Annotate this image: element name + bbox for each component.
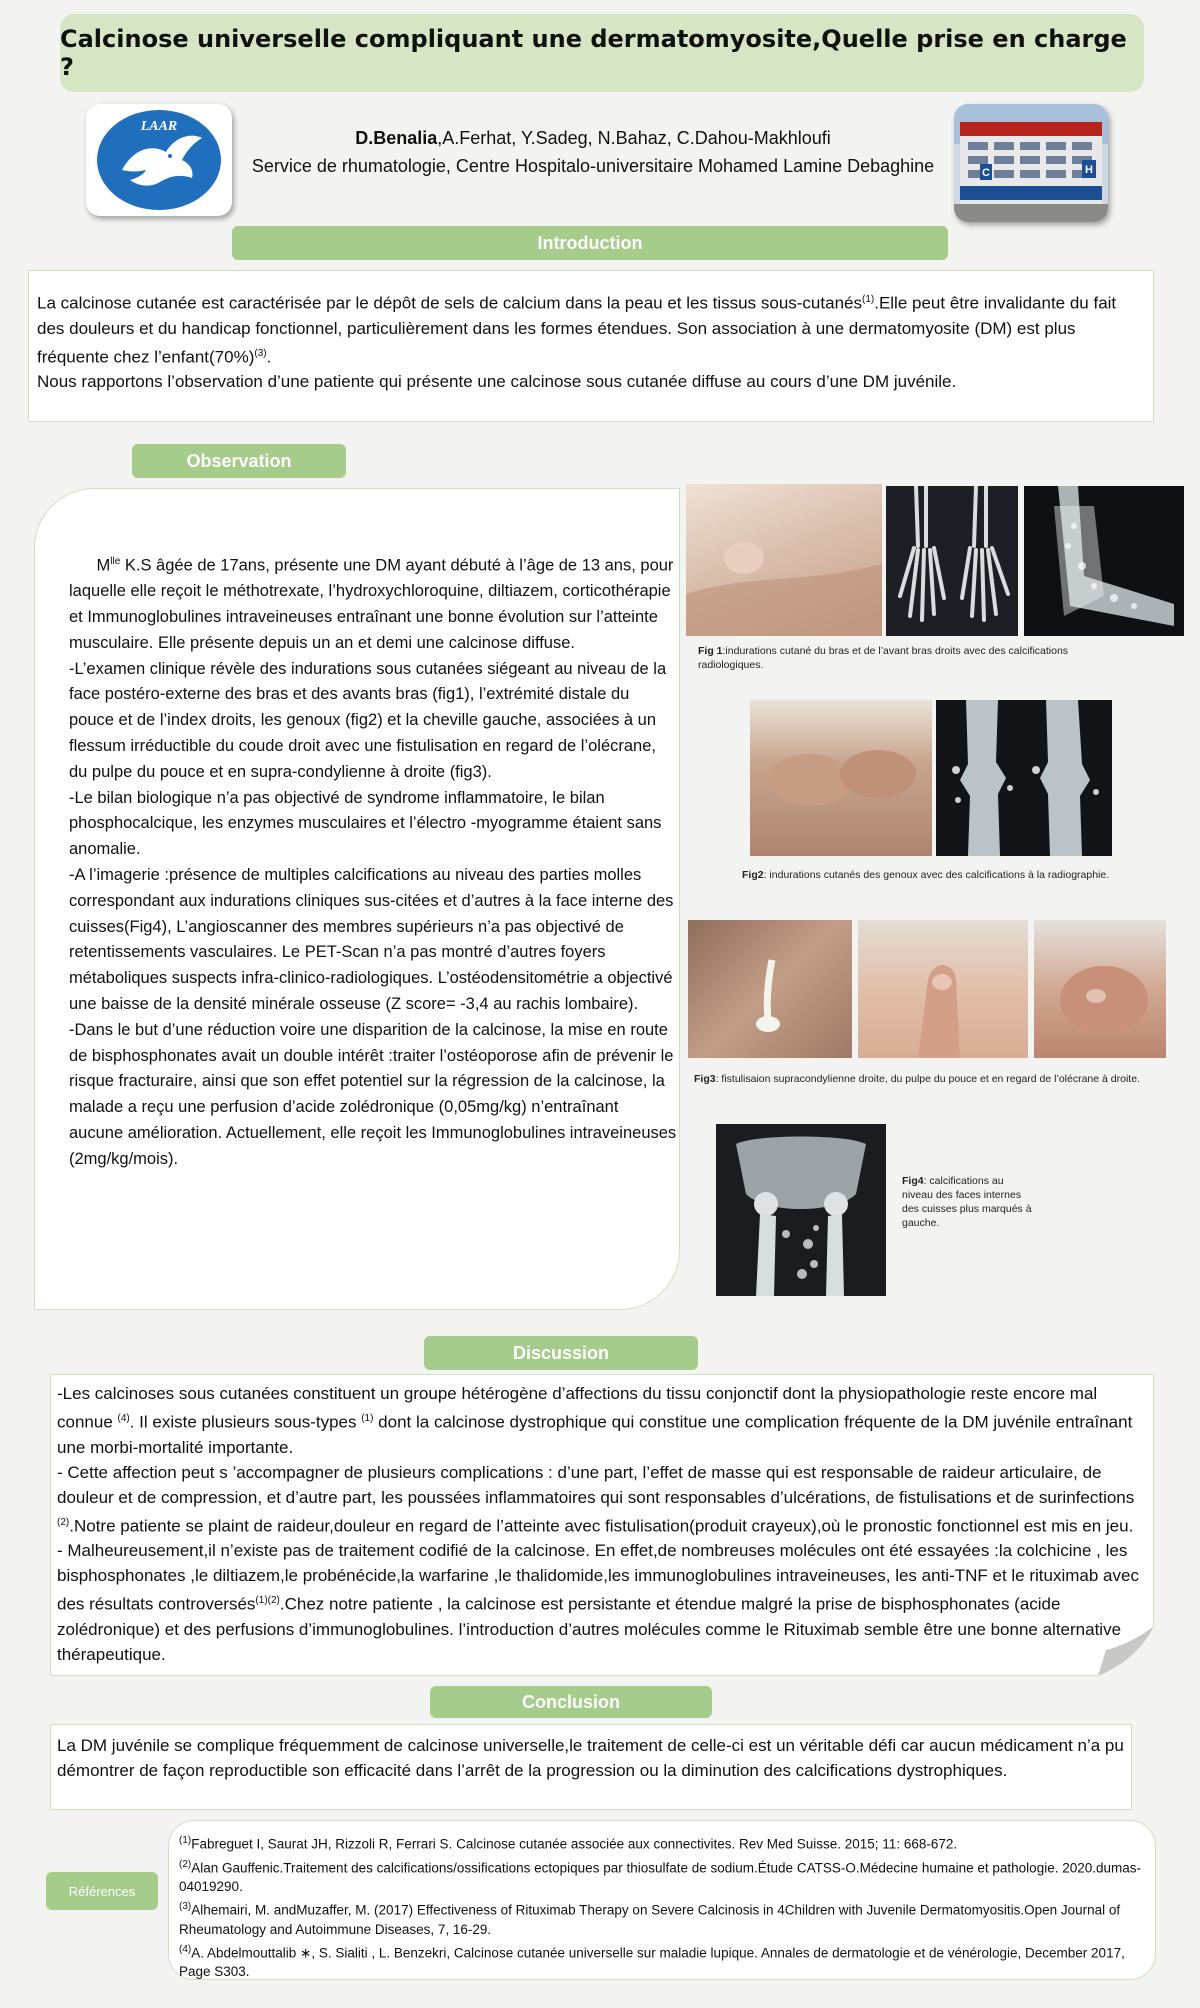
observation-paragraph-3: -Le bilan biologique n’a pas objectivé de syndrome inflammatoire, le bilan phosphocalcique, les enzymes musculaires et l’électro -myogramme étaient sans anomalie. xyxy=(69,788,662,859)
introduction-box xyxy=(28,270,1154,422)
dove-logo-icon xyxy=(94,108,224,212)
discussion-paragraph-1: -Les calcinoses sous cutanées constituent un groupe hétérogène d’affections du tissu conjonctif dont la physiopathologie reste encore mal connue $^{(4)}$. Il existe plusieurs sous-types $^{(1)}$ dont la calcinose dystrophique qui constitue une complication fréquente de la DM juvénile entraînant une morbi-mortalité importante. xyxy=(57,1384,1133,1457)
authors-line xyxy=(236,124,950,152)
poster-title-text: Calcinose universelle compliquant une dermatomyosite,Quelle prise en charge ? xyxy=(60,25,1127,81)
page-curl-icon xyxy=(1098,1626,1154,1676)
introduction-paragraph-1: La calcinose cutanée est caractérisée par le dépôt de sels de calcium dans la peau et les tissus sous-cutanés$^{(1)}$.Elle peut être invalidante du fait des douleurs et du handicap fonctionnel, particulièrement dans les formes étendues. Son association à une dermatomyosite (DM) est plus fréquente chez $l’enfant(70\%)^{(3)}$. xyxy=(37,293,1117,367)
fig3-thumb-photo xyxy=(858,920,1028,1058)
fig2-caption: Fig2: indurations cutanés des genoux avec des calcifications à la radiographie. xyxy=(742,869,1110,881)
logo-text: LAAR xyxy=(140,119,178,134)
conclusion-label xyxy=(430,1686,712,1718)
reference-item xyxy=(179,1940,1143,1982)
fig2-knees-photo xyxy=(750,700,932,856)
sign-letter-c: C xyxy=(982,167,990,179)
fig3-caption: Fig3: fistulisaion supracondylienne droite, du pulpe du pouce et en regard de l’olécrane à droite. xyxy=(694,1073,1140,1085)
discussion-label-text: Discussion xyxy=(512,1342,610,1363)
observation-paragraph-5: -Dans le but d’une réduction voire une disparition de la calcinose, la mise en route de bisphosphonates avait un double intérêt :traiter l’ostéoporose afin de prévenir le risque fracturaire, ainsi que son effet potentiel sur la régression de la calcinose, la malade a reçu une perfusion d’acide zolédronique (0,05mg/kg) n’entraînant aucune amélioration. Actuellement, elle reçoit les Immunoglobulines intraveineuses (2mg/kg/mois). xyxy=(69,1020,677,1168)
references-label-text: Références xyxy=(68,1883,136,1899)
observation-label xyxy=(132,444,346,478)
reference-item xyxy=(179,1897,1143,1939)
reference-item xyxy=(179,1855,1143,1897)
fig1-hands-xray xyxy=(886,486,1018,636)
conclusion-label-text: Conclusion xyxy=(522,1691,620,1712)
reference-text: A. Abdelmouttalib ∗, S. Sialiti , L. Benzekri, Calcinose cutanée universelle sur maladie lupique. Annales de dermatologie et de vénérologie, December 2017, Page S303. xyxy=(179,1945,1125,1979)
fig1-arm-photo xyxy=(686,484,882,636)
reference-item xyxy=(179,1831,1143,1854)
reference-number: (4) xyxy=(179,1943,192,1955)
fig4-caption: Fig4: calcifications au niveau des faces internes des cuisses plus marqués à gauche. xyxy=(902,1175,1032,1229)
sign-letter-h: H xyxy=(1085,164,1093,176)
fig1-caption: Fig 1:indurations cutané du bras et de l’avant bras droits avec des calcifications radiologiques. xyxy=(698,645,1069,671)
observation-box xyxy=(34,488,680,1310)
observation-paragraph-2: -L’examen clinique révèle des indurations sous cutanées siégeant au niveau de la face postéro-externe des bras et des avants bras (fig1), l’extrémité distale du pouce et de l’index droits, les genoux (fig2) et la cheville gauche, associées à un flessum irréductible du coude droit avec une fistulisation en regard de l’olécrane, du pulpe du pouce et en supra-condylienne à droite (fig3). xyxy=(69,659,667,781)
first-author: D.Benalia xyxy=(355,128,438,148)
conclusion-text: La DM juvénile se complique fréquemment de calcinose universelle,le traitement de celle-ci est un véritable défi car aucun médicament n’a pu démontrer de façon reproductible son efficacité dans l’arrêt de la progression ou la diminution des calcifications dystrophiques. xyxy=(57,1736,1124,1780)
discussion-label xyxy=(424,1336,698,1370)
laar-logo xyxy=(86,104,232,216)
introduction-paragraph-2: Nous rapportons l’observation d’une patiente qui présente une calcinose sous cutanée diffuse au cours d’une DM juvénile. xyxy=(37,372,957,392)
reference-number: (2) xyxy=(179,1858,192,1870)
fig3-fistula-photo xyxy=(688,920,852,1058)
fig1-elbow-xray xyxy=(1024,486,1184,636)
discussion-paragraph-2: - Cette affection peut s ’accompagner de plusieurs complications : d’une part, l’effet de masse qui est responsable de raideur articulaire, de douleur et de compression, et d’autre part, les poussées inflammatoires qui sont responsables d’ulcérations, de fistulisations et de surinfections $^{(2)}$.Notre patiente se plaint de raideur,douleur en regard de l’atteinte avec fistulisation(produit crayeux),où le pronostic fonctionnel est mis en jeu. xyxy=(57,1462,1135,1536)
references-list xyxy=(179,1831,1143,1981)
hospital-photo xyxy=(954,104,1108,222)
references-label xyxy=(46,1872,158,1910)
introduction-label xyxy=(232,226,948,260)
authors-block xyxy=(236,124,950,180)
fig2-knees-xray xyxy=(936,700,1112,856)
discussion-paragraph-3: - Malheureusement,il n’existe pas de traitement codifié de la calcinose. En effet,de nombreuses molécules ont été essayées :la colchicine , les bisphosphonates ,le diltiazem,le probénécide,la warfarine ,le thalidomide,les immunoglobulines intraveineuses, les anti-TNF et le rituximab avec des résultats controversés$^{(1)(2)}$.Chez notre patiente , la calcinose est persistante et étendue malgré la prise de bisphosphonates (acide zolédronique) et des perfusions d’immunoglobulines. l’introduction d’autres molécules comme le Rituximab semble être une bonne alternative thérapeutique. xyxy=(57,1541,1139,1664)
references-box xyxy=(168,1820,1156,1980)
poster-title xyxy=(60,14,1144,92)
reference-text: Fabreguet I, Saurat JH, Rizzoli R, Ferrari S. Calcinose cutanée associée aux connectivites. Rev Med Suisse. 2015; 11: 668-672. xyxy=(191,1836,958,1852)
observation-paragraph-4: -A l’imagerie :présence de multiples calcifications au niveau des parties molles correspondant aux indurations cliniques sus-citées et d’autres à la face interne des cuisses(Fig4), L’angioscanner des membres supérieurs n’a pas objectivé de retentissements vasculaires. Le PET-Scan n’a pas montré d’autres foyers métaboliques suspects infra-clinico-radiologiques. L’ostéodensitométrie a objectivé une baisse de la densité minérale osseuse (Z score= -3,4 au rachis lombaire). xyxy=(69,866,674,1014)
conclusion-box xyxy=(50,1724,1132,1810)
reference-number: (3) xyxy=(179,1901,192,1912)
observation-paragraph-1: $M^{lle}$ K.S âgée de 17ans, présente une DM ayant débuté à l’âge de 13 ans, pour laquelle elle reçoit le méthotrexate, l’hydroxychloroquine, diltiazem, corticothérapie et Immunoglobulines intraveineuses entraînant une bonne évolution sur l’atteinte musculaire. Elle présente depuis un an et demi une calcinose diffuse. xyxy=(69,556,674,652)
discussion-box xyxy=(50,1374,1154,1676)
fig3-elbow-photo xyxy=(1034,920,1166,1058)
observation-label-text: Observation xyxy=(186,450,292,471)
affiliation: Service de rhumatologie, Centre Hospitalo-universitaire Mohamed Lamine Debaghine xyxy=(251,156,935,176)
fig4-pelvis-xray xyxy=(716,1124,886,1296)
co-authors: ,A.Ferhat, Y.Sadeg, N.Bahaz, C.Dahou-Makhloufi xyxy=(437,128,831,148)
reference-text: Alhemairi, M. andMuzaffer, M. (2017) Effectiveness of Rituximab Therapy on Severe Calcinosis in 4Children with Juvenile Dermatomyositis.Open Journal of Rheumatology and Autoimmune Diseases, 7, 16-29. xyxy=(179,1902,1121,1937)
introduction-label-text: Introduction xyxy=(537,232,643,253)
reference-number: (1) xyxy=(179,1835,192,1846)
reference-text: Alan Gauffenic.Traitement des calcifications/ossifications ectopiques par thiosulfate de sodium.Étude CATSS-O.Médecine humaine et pathologie. 2020.dumas-04019290. xyxy=(179,1860,1142,1894)
